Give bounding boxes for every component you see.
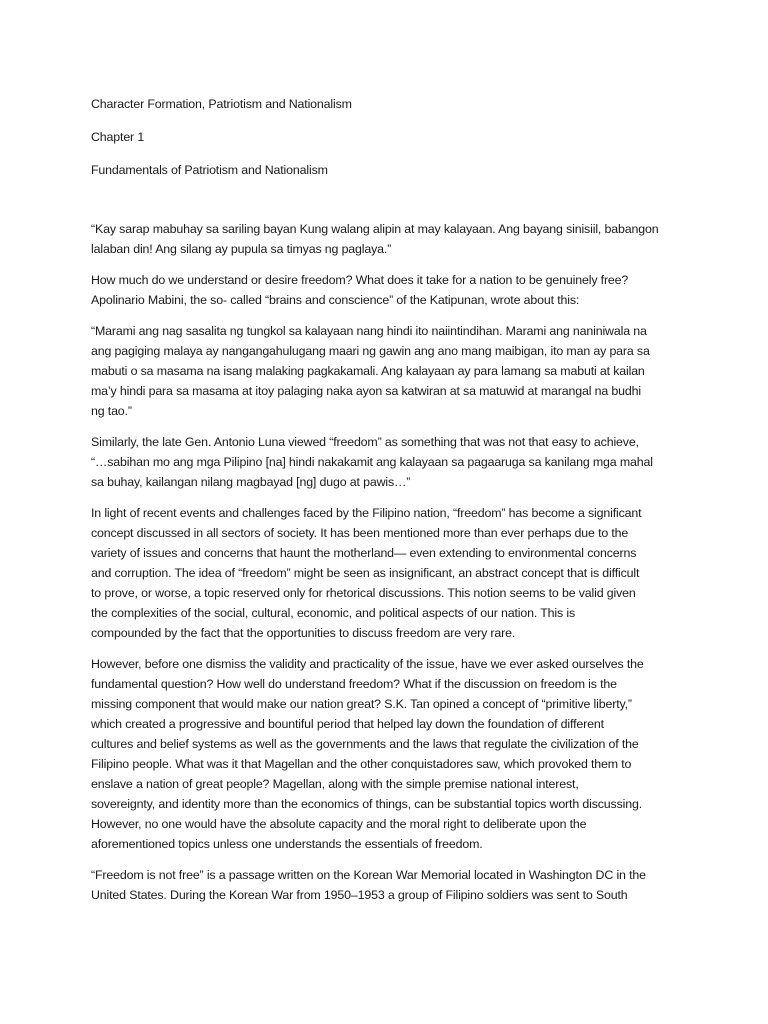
document-page: [91, 94, 681, 916]
text-line: compounded by the fact that the opportunities to discuss freedom are very rare.: [91, 626, 516, 640]
text-line: How much do we understand or desire freedom? What does it take for a nation to be genuinely free?: [91, 273, 629, 287]
text-line: missing component that would make our nation great? S.K. Tan opined a concept of “primitive liberty,”: [91, 697, 632, 711]
document-title: Character Formation, Patriotism and Nationalism: [91, 97, 352, 111]
text-line: enslave a nation of great people? Magellan, along with the simple premise national interest,: [91, 777, 579, 791]
text-line: In light of recent events and challenges faced by the Filipino nation, “freedom” has become a significant: [91, 506, 642, 520]
text-line: United States. During the Korean War from 1950–1953 a group of Filipino soldiers was sent to South: [91, 888, 628, 902]
chapter-heading: Chapter 1: [91, 130, 145, 144]
paragraph-mabini-quote: [91, 321, 681, 421]
text-line: Similarly, the late Gen. Antonio Luna viewed “freedom” as something that was not that easy to achieve,: [91, 435, 639, 449]
text-line: cultures and belief systems as well as the governments and the laws that regulate the civilization of the: [91, 737, 639, 751]
chapter-subtitle: Fundamentals of Patriotism and Nationalism: [91, 163, 328, 177]
text-line: to prove, or worse, a topic reserved only for rhetorical discussions. This notion seems to be valid given: [91, 586, 636, 600]
paragraph-freedom-not-free: [91, 865, 681, 905]
text-line: However, before one dismiss the validity and practicality of the issue, have we ever asked ourselves the: [91, 657, 644, 671]
paragraph-however: [91, 654, 681, 854]
text-line: “Kay sarap mabuhay sa sariling bayan Kung walang alipin at may kalayaan. Ang bayang sinisiil, babangon: [91, 222, 659, 236]
text-line: variety of issues and concerns that haunt the motherland— even extending to environmental concerns: [91, 546, 637, 560]
paragraph-luna: [91, 432, 681, 492]
text-line: sovereignty, and identity more than the economics of things, can be substantial topics worth discussing.: [91, 797, 643, 811]
text-line: ang pagiging malaya ay nangangahulugang maari ng gawin ang ano mang maibigan, ito man ay para sa: [91, 344, 650, 358]
text-line: which created a progressive and bountiful period that helped lay down the foundation of different: [91, 717, 604, 731]
text-line: lalaban din! Ang silang ay pupula sa timyas ng paglaya.”: [91, 242, 392, 256]
text-line: the complexities of the social, cultural, economic, and political aspects of our nation. This is: [91, 606, 576, 620]
text-line: “Freedom is not free” is a passage written on the Korean War Memorial located in Washington DC in the: [91, 868, 646, 882]
text-line: concept discussed in all sectors of society. It has been mentioned more than ever perhaps due to the: [91, 526, 629, 540]
text-line: Filipino people. What was it that Magellan and the other conquistadores saw, which provoked them to: [91, 757, 632, 771]
text-line: sa buhay, kailangan nilang magbayad [ng] dugo at pawis…”: [91, 475, 411, 489]
text-line: ma’y hindi para sa masama at itoy palaging naka ayon sa katwiran at sa matuwid at marangal na budhi: [91, 384, 641, 398]
text-line: fundamental question? How well do understand freedom? What if the discussion on freedom is the: [91, 677, 617, 691]
text-line: mabuti o sa masama na isang malaking pagkakamali. Ang kalayaan ay para lamang sa mabuti at kailan: [91, 364, 645, 378]
paragraph-recent-events: [91, 503, 681, 643]
text-line: “…sabihan mo ang mga Pilipino [na] hindi nakakamit ang kalayaan sa pagaaruga sa kanilang mga mahal: [91, 455, 653, 469]
text-line: Apolinario Mabini, the so- called “brains and conscience” of the Katipunan, wrote about this:: [91, 293, 580, 307]
text-line: aforementioned topics unless one understands the essentials of freedom.: [91, 837, 483, 851]
text-line: However, no one would have the absolute capacity and the moral right to deliberate upon the: [91, 817, 587, 831]
text-line: “Marami ang nag sasalita ng tungkol sa kalayaan nang hindi ito naiintindihan. Marami ang naniniwala na: [91, 324, 647, 338]
text-line: ng tao.”: [91, 404, 132, 418]
paragraph-mabini-intro: [91, 270, 681, 310]
paragraph-quote-kalayaan: [91, 219, 681, 259]
text-line: and corruption. The idea of “freedom” might be seen as insignificant, an abstract concept that is difficult: [91, 566, 640, 580]
